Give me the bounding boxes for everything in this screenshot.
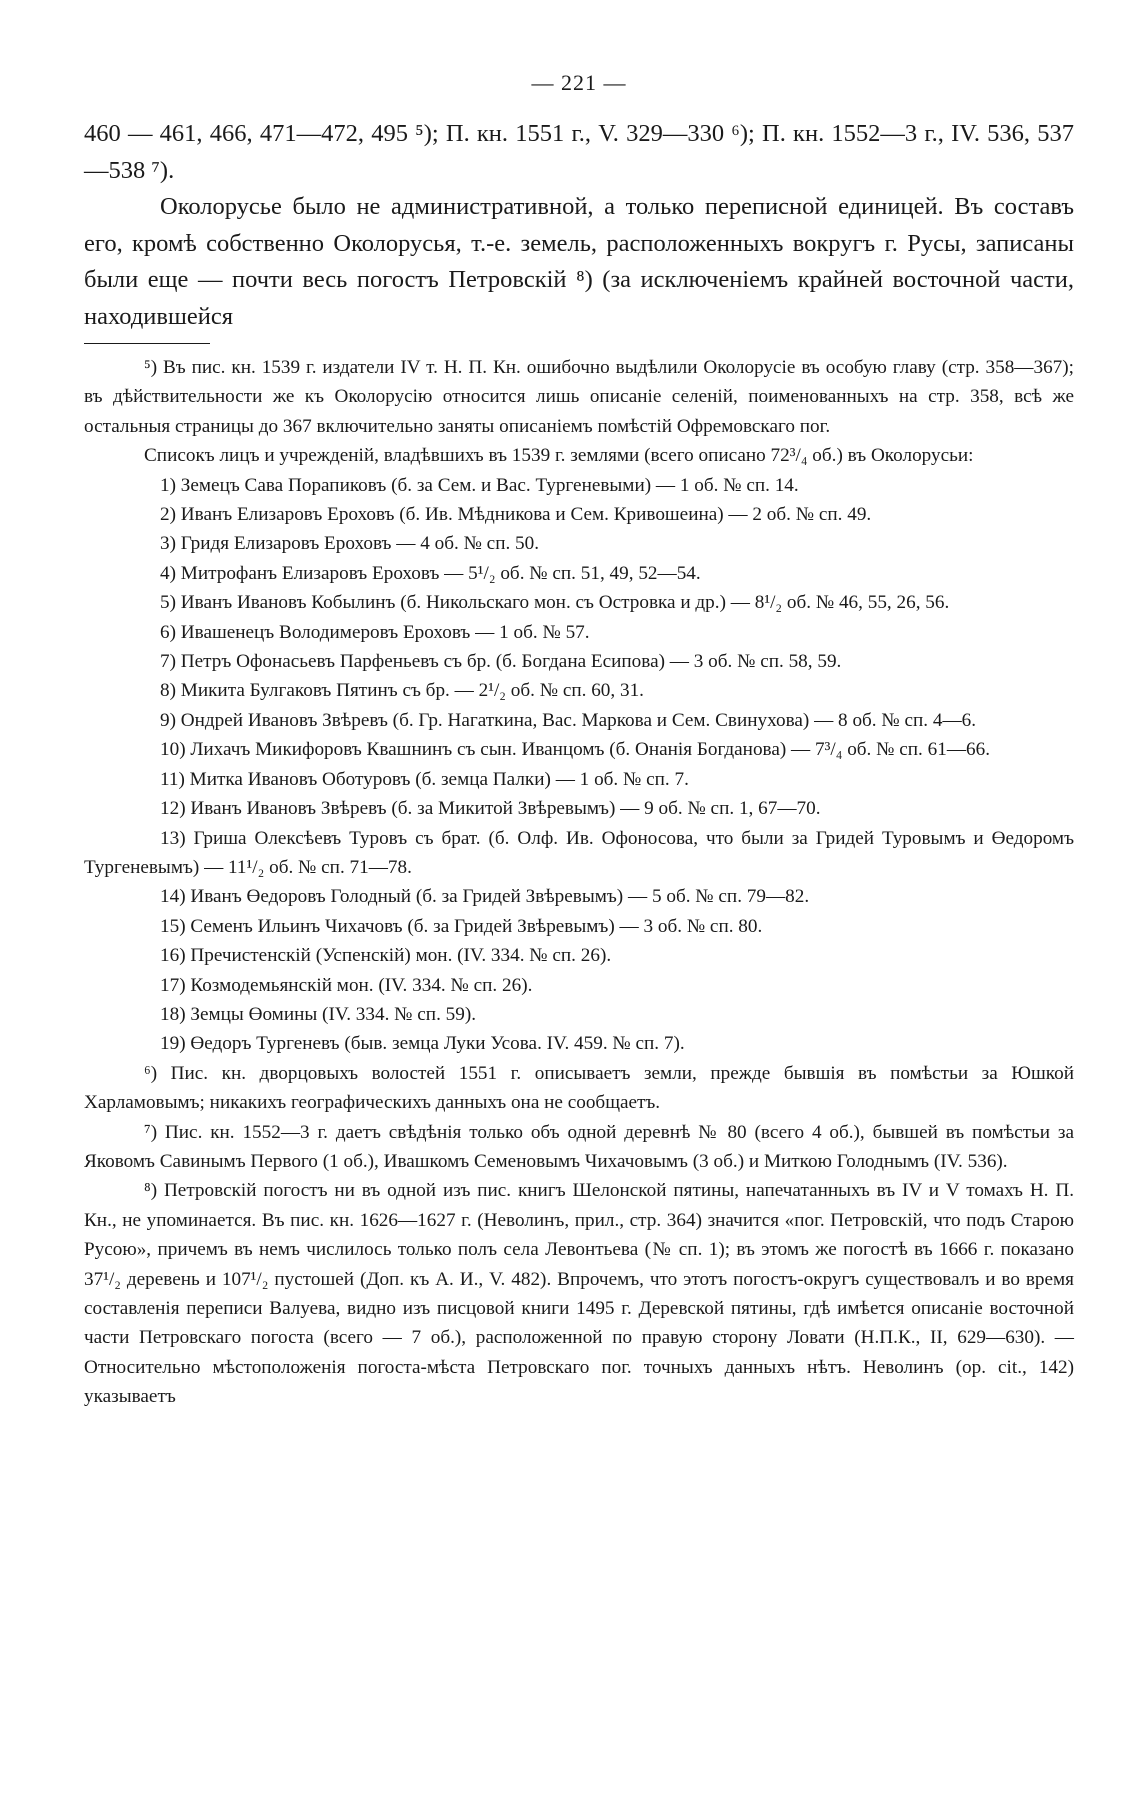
list-item: 1) Земецъ Сава Порапиковъ (б. за Сем. и Вас. Тургеневыми) — 1 об. № сп. 14. [160,474,799,496]
list-item: 3) Гридя Елизаровъ Ероховъ — 4 об. № сп. 50. [160,533,540,555]
footnote-separator [84,343,210,344]
list-item: 9) Ондрей Ивановъ Звѣревъ (б. Гр. Нагаткина, Вас. Маркова и Сем. Свинухова) — 8 об. № сп. 4—6. [160,709,977,731]
list-item: 6) Ивашенецъ Володимеровъ Ероховъ — 1 об. № 57. [160,621,590,643]
list-item: 14) Иванъ Өедоровъ Голодный (б. за Гридей Звѣревымъ) — 5 об. № сп. 79—82. [160,886,810,908]
owners-list-intro: Списокъ лицъ и учрежденій, владѣвшихъ въ 1539 г. землями (всего описано 72³/₄ об.) въ Околорусьи: [144,445,974,467]
list-item: 5) Иванъ Ивановъ Кобылинъ (б. Никольскаго мон. съ Островка и др.) — 8¹/₂ об. № 46, 55, 26, 56. [160,592,950,614]
document-page [84,70,1074,1412]
list-item: 13) Гриша Олексѣевъ Туровъ съ брат. (б. Олф. Ив. Офоносова, что были за Гридей Туровымъ и Өедоромъ Тургеневымъ) — 11¹/₂ об. № сп. 71—78. [84,827,1074,878]
list-item: 16) Пречистенскій (Успенскій) мон. (IV. 334. № сп. 26). [160,945,612,967]
list-item: 7) Петръ Офонасьевъ Парфеньевъ съ бр. (б. Богдана Есипова) — 3 об. № сп. 58, 59. [160,651,842,673]
main-text [84,116,1074,335]
list-item: 11) Митка Ивановъ Оботуровъ (б. земца Палки) — 1 об. № сп. 7. [160,768,689,790]
list-item: 8) Микита Булгаковъ Пятинъ съ бр. — 2¹/₂ об. № сп. 60, 31. [160,680,644,702]
footnote-7: ⁷) Пис. кн. 1552—3 г. даетъ свѣдѣнія только объ одной деревнѣ № 80 (всего 4 об.), бывшей въ помѣстьи за Яковомъ Савинымъ Первого (1 об.), Ивашкомъ Семеновымъ Чихачовымъ (3 об.) и Миткою Голоднымъ (IV. 536). [84,1121,1074,1172]
footnote-8: ⁸) Петровскій погостъ ни въ одной изъ пис. книгъ Шелонской пятины, напечатанныхъ въ IV и V томахъ Н. П. Кн., не упоминается. Въ пис. кн. 1626—1627 г. (Неволинъ, прил., стр. 364) значится «пог. Петровскій, что подъ Старою Русою», причемъ въ немъ числилось только полъ села Левонтьева (№ сп. 1); въ этомъ же погостѣ въ 1666 г. показано 37¹/₂ деревень и 107¹/₂ пустошей (Доп. къ А. И., V. 482). Впрочемъ, что этотъ погостъ-округъ существовалъ и во время составленія переписи Валуева, видно изъ писцовой книги 1495 г. Деревской пятины, гдѣ имѣется описаніе восточной части Петровскаго погоста (всего — 7 об.), расположенной по правую сторону Ловати (Н.П.К., II, 629—630). — Относительно мѣстоположенія погоста-мѣста Петровскаго пог. точныхъ данныхъ нѣтъ. Неволинъ (op. cit., 142) указываетъ [84,1180,1074,1408]
footnote-5: ⁵) Въ пис. кн. 1539 г. издатели IV т. Н. П. Кн. ошибочно выдѣлили Околорусіе въ особую главу (стр. 358—367); въ дѣйствительности же къ Околорусію относится лишь описаніе селеній, поименованныхъ на стр. 358, всѣ же остальныя страницы до 367 включительно заняты описаніемъ помѣстій Офремовскаго пог. [84,357,1074,437]
main-paragraph: 460 — 461, 466, 471—472, 495 ⁵); П. кн. 1551 г., V. 329—330 ⁶); П. кн. 1552—3 г., IV. 536, 537—538 ⁷). [84,120,1074,184]
list-item: 15) Семенъ Ильинъ Чихачовъ (б. за Гридей Звѣревымъ) — 3 об. № сп. 80. [160,915,763,937]
page-number: — 221 — [531,70,627,95]
list-item: 10) Лихачъ Микифоровъ Квашнинъ съ сын. Иванцомъ (б. Онанія Богданова) — 7³/₄ об. № сп. 61—66. [160,739,990,761]
list-item: 12) Иванъ Ивановъ Звѣревъ (б. за Микитой Звѣревымъ) — 9 об. № сп. 1, 67—70. [160,798,821,820]
main-paragraph: Околорусье было не административной, а только переписной единицей. Въ составъ его, кромѣ собственно Околорусья, т.-е. земель, расположенныхъ вокругъ г. Русы, записаны были еще — почти весь погостъ Петровскій ⁸) (за исключеніемъ крайней восточной части, находившейся [84,193,1074,330]
list-item: 18) Земцы Өомины (IV. 334. № сп. 59). [160,1003,477,1025]
list-item: 4) Митрофанъ Елизаровъ Ероховъ — 5¹/₂ об. № сп. 51, 49, 52—54. [160,562,701,584]
list-item: 2) Иванъ Елизаровъ Ероховъ (б. Ив. Мѣдникова и Сем. Кривошеина) — 2 об. № сп. 49. [160,504,872,526]
footnotes [84,353,1074,1412]
list-item: 17) Козмодемьянскій мон. (IV. 334. № сп. 26). [160,974,533,996]
footnote-6: ⁶) Пис. кн. дворцовыхъ волостей 1551 г. описываетъ земли, прежде бывшія въ помѣстьи за Юшкой Харламовымъ; никакихъ географическихъ данныхъ она не сообщаетъ. [84,1062,1074,1114]
list-item: 19) Өедоръ Тургеневъ (быв. земца Луки Усова. IV. 459. № сп. 7). [160,1033,685,1055]
